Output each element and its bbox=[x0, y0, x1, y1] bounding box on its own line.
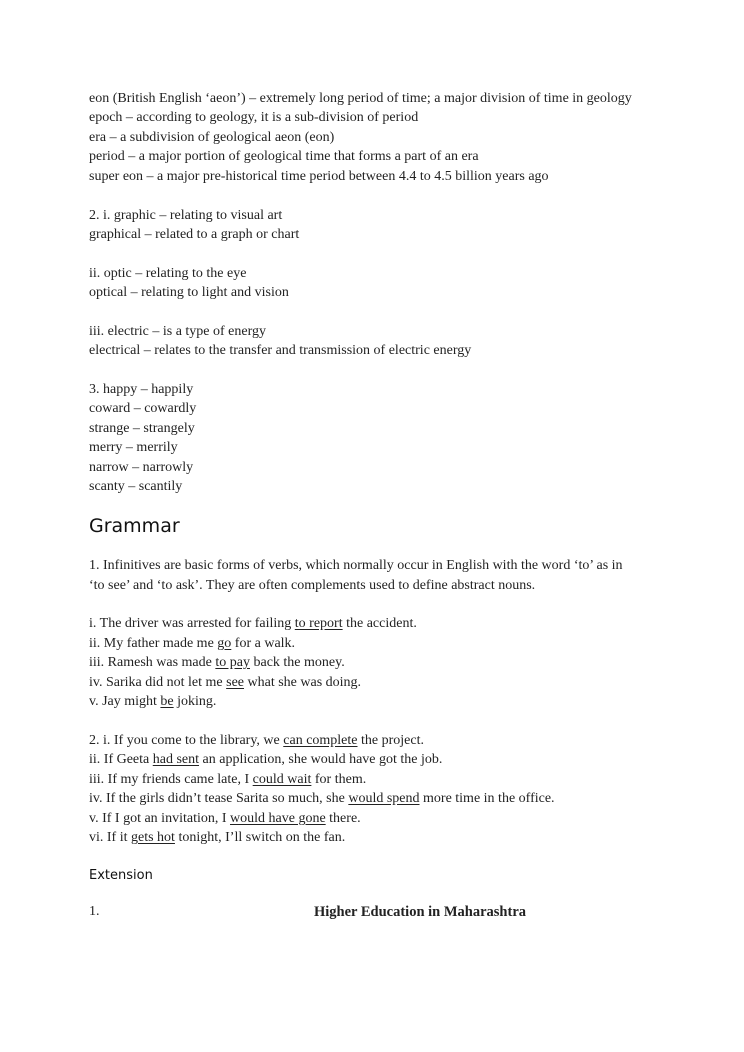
grammar-q1-item bbox=[89, 673, 361, 692]
text: the accident. bbox=[342, 616, 417, 631]
text: back the money. bbox=[249, 655, 345, 670]
vocab-q3-line: merry – merrily bbox=[89, 440, 178, 455]
text: 2. i. If you come to the library, we bbox=[89, 733, 284, 748]
vocab-q2-line: ii. optic – relating to the eye bbox=[89, 266, 247, 281]
underlined-answer: be bbox=[160, 694, 174, 709]
underlined-answer: to report bbox=[294, 616, 343, 631]
text: the project. bbox=[357, 733, 424, 748]
text: iii. Ramesh was made bbox=[89, 655, 216, 670]
definition-eon: eon (British English ‘aeon’) – extremely long period of time; a major division of time in geology bbox=[89, 91, 632, 106]
definition-epoch: epoch – according to geology, it is a sub-division of period bbox=[89, 110, 419, 125]
grammar-q1-item bbox=[89, 634, 295, 653]
vocab-q2-line: iii. electric – is a type of energy bbox=[89, 324, 267, 339]
text: ii. If Geeta bbox=[89, 752, 153, 767]
section-heading-extension: Extension bbox=[89, 868, 153, 883]
underlined-answer: to pay bbox=[215, 655, 250, 670]
underlined-answer: could wait bbox=[252, 772, 312, 787]
underlined-answer: had sent bbox=[152, 752, 200, 767]
vocab-q2-line: graphical – related to a graph or chart bbox=[89, 227, 300, 242]
text: joking. bbox=[173, 694, 217, 709]
text: more time in the office. bbox=[419, 791, 555, 806]
vocab-q3-line: 3. happy – happily bbox=[89, 382, 194, 397]
text: iv. If the girls didn’t tease Sarita so much, she bbox=[89, 791, 349, 806]
grammar-q2-item bbox=[89, 809, 361, 828]
underlined-answer: would have gone bbox=[230, 811, 326, 826]
grammar-q2-item bbox=[89, 770, 366, 789]
vocab-q3-line: coward – cowardly bbox=[89, 401, 197, 416]
definition-era: era – a subdivision of geological aeon (eon) bbox=[89, 130, 335, 145]
grammar-q2-item bbox=[89, 731, 424, 750]
text: i. The driver was arrested for failing bbox=[89, 616, 295, 631]
text: for them. bbox=[311, 772, 367, 787]
grammar-q1-item bbox=[89, 692, 216, 711]
grammar-intro-line: ‘to see’ and ‘to ask’. They are often complements used to define abstract nouns. bbox=[89, 578, 536, 593]
vocab-q2-line: 2. i. graphic – relating to visual art bbox=[89, 208, 283, 223]
text: iii. If my friends came late, I bbox=[89, 772, 253, 787]
definition-period: period – a major portion of geological time that forms a part of an era bbox=[89, 149, 479, 164]
underlined-answer: see bbox=[226, 675, 245, 690]
text: ii. My father made me bbox=[89, 636, 218, 651]
grammar-q2-item bbox=[89, 789, 555, 808]
text: there. bbox=[325, 811, 361, 826]
text: tonight, I’ll switch on the fan. bbox=[174, 830, 346, 845]
vocab-q2-line: optical – relating to light and vision bbox=[89, 285, 289, 300]
vocab-q3-line: narrow – narrowly bbox=[89, 460, 194, 475]
section-heading-grammar: Grammar bbox=[89, 515, 180, 537]
text: an application, she would have got the job. bbox=[199, 752, 443, 767]
underlined-answer: would spend bbox=[348, 791, 420, 806]
text: what she was doing. bbox=[244, 675, 362, 690]
text: iv. Sarika did not let me bbox=[89, 675, 227, 690]
definition-super-eon: super eon – a major pre-historical time period between 4.4 to 4.5 billion years ago bbox=[89, 169, 549, 184]
grammar-q1-item bbox=[89, 614, 417, 633]
grammar-q2-item bbox=[89, 750, 442, 769]
extension-item-title: Higher Education in Maharashtra bbox=[314, 904, 527, 920]
grammar-intro-line: 1. Infinitives are basic forms of verbs, which normally occur in English with the word ‘to’ as in bbox=[89, 558, 623, 573]
vocab-q2-line: electrical – relates to the transfer and transmission of electric energy bbox=[89, 343, 472, 358]
underlined-answer: gets hot bbox=[131, 830, 175, 845]
extension-item-number: 1. bbox=[89, 904, 100, 919]
text: vi. If it bbox=[89, 830, 131, 845]
grammar-q1-item bbox=[89, 653, 345, 672]
underlined-answer: go bbox=[217, 636, 232, 651]
text: v. Jay might bbox=[89, 694, 161, 709]
grammar-q2-item bbox=[89, 828, 345, 847]
text: v. If I got an invitation, I bbox=[89, 811, 231, 826]
underlined-answer: can complete bbox=[283, 733, 358, 748]
vocab-q3-line: strange – strangely bbox=[89, 421, 195, 436]
vocab-q3-line: scanty – scantily bbox=[89, 479, 183, 494]
text: for a walk. bbox=[231, 636, 296, 651]
